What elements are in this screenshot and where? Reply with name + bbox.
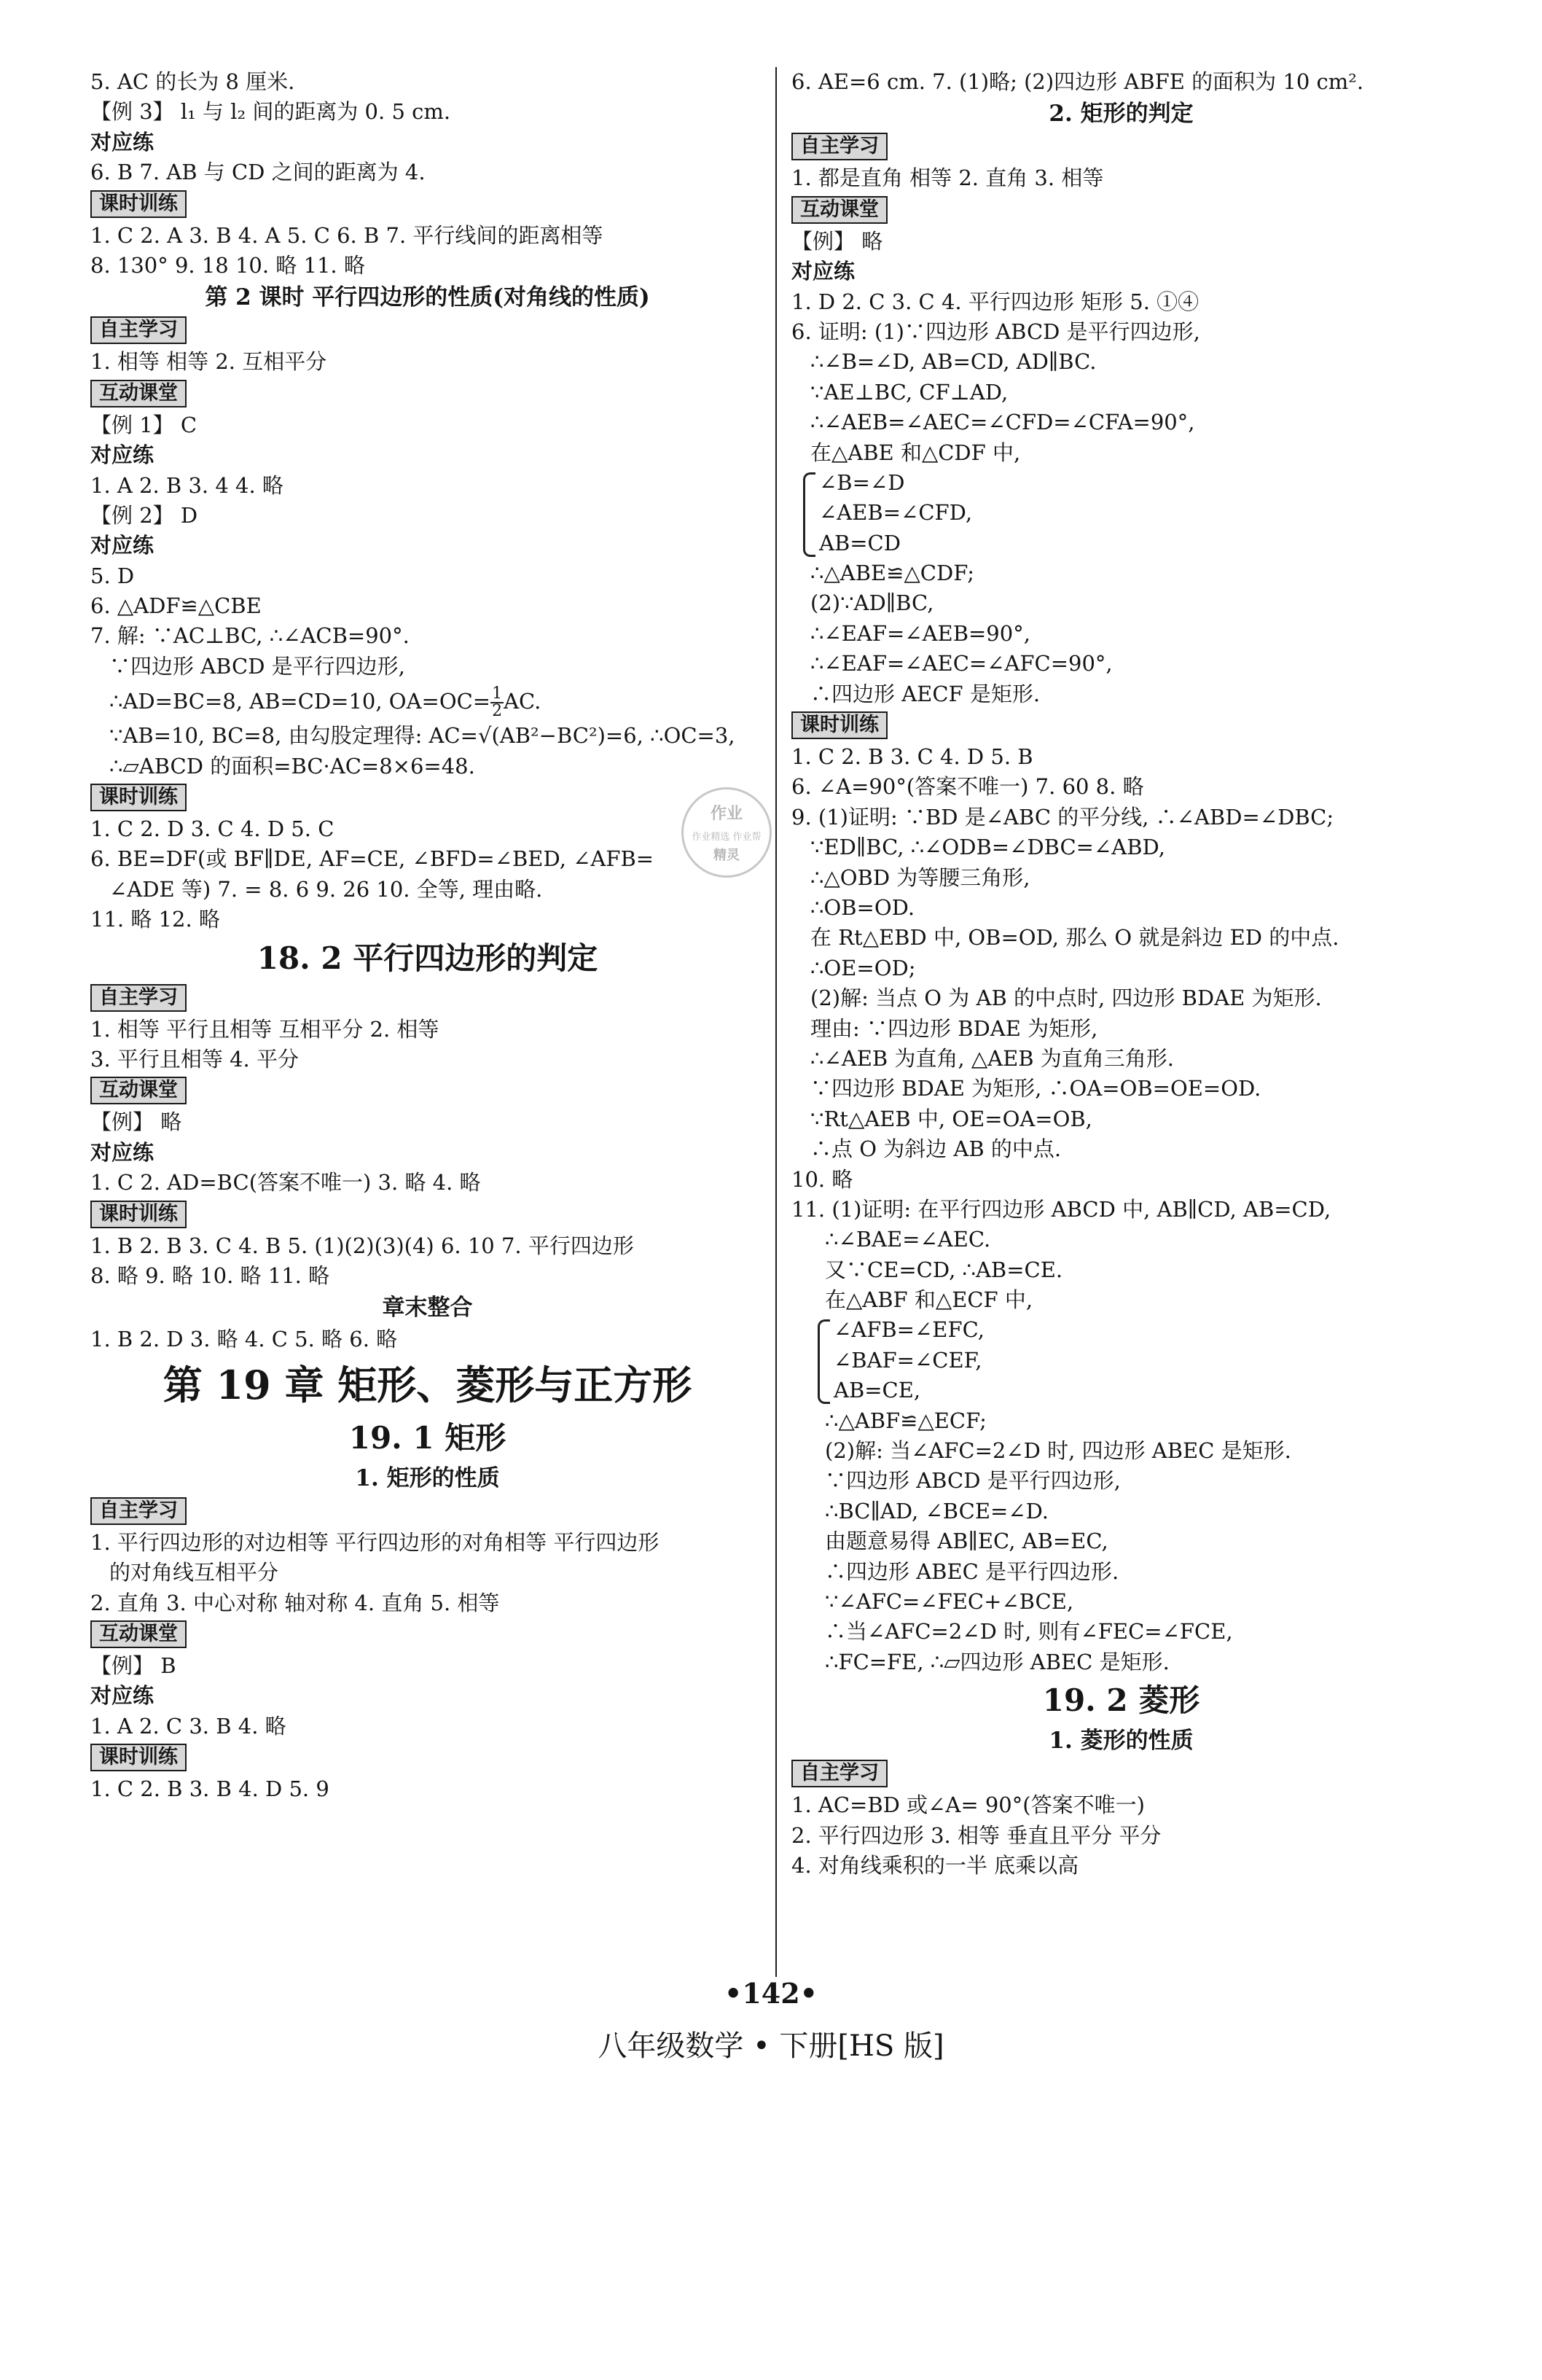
answer-line: ∴四边形 AECF 是矩形. [810,681,1041,706]
answer-line: 3. 平行且相等 4. 平分 [90,1046,299,1072]
answer-line: ∵四边形 BDAE 为矩形, ∴OA=OB=OE=OD. [810,1076,1261,1101]
section-tag [90,1741,764,1774]
answer-line: ∴FC=FE, ∴▱四边形 ABEC 是矩形. [825,1649,1170,1674]
answer-line: (2)解: 当∠AFC=2∠D 时, 四边形 ABEC 是矩形. [825,1438,1291,1464]
section-tag [791,1757,1451,1790]
section-tag-label: 互动课堂 [791,196,888,224]
section-tag-label: 自主学习 [90,1497,187,1525]
equation-system [806,1315,1451,1405]
section-tag-label: 课时训练 [90,1201,187,1228]
answer-line: ∴BC∥AD, ∠BCE=∠D. [825,1498,1049,1523]
lesson-heading: 1. 菱形的性质 [1049,1728,1194,1755]
answer-line: ∵AB=10, BC=8, 由勾股定理得: AC=√(AB²−BC²)=6, ∴OC=3, [109,723,735,749]
answer-line: 1. D 2. C 3. C 4. 平行四边形 矩形 5. ①④ [791,289,1199,314]
answer-line: 10. 略 [791,1166,853,1192]
section-tag-label: 课时训练 [90,1744,187,1771]
section-tag [90,982,764,1015]
answer-line: 1. C 2. B 3. C 4. D 5. B [791,744,1033,770]
answer-line: 6. B 7. AB 与 CD 之间的距离为 4. [90,160,426,185]
answer-line: 【例】 略 [90,1109,182,1135]
fraction: $\frac{1}{2}$ [492,684,503,721]
left-column [90,67,764,1804]
answer-line: 1. C 2. A 3. B 4. A 5. C 6. B 7. 平行线间的距离相等 [90,222,603,248]
section-tag [90,188,764,221]
section-tag-label: 自主学习 [90,984,187,1012]
answer-line: 在 Rt△EBD 中, OB=OD, 那么 O 就是斜边 ED 的中点. [810,925,1339,951]
answer-line: 11. 略 12. 略 [90,907,220,932]
equation-row: ∠AFB=∠EFC, [834,1317,985,1343]
watermark-stamp: 作业 作业精选 作业帮 精灵 [681,787,772,878]
answer-line: ∴OE=OD; [810,955,916,980]
section-tag [90,1074,764,1107]
answer-line: ∴四边形 ABEC 是平行四边形. [825,1558,1119,1584]
answer-line: 8. 130° 9. 18 10. 略 11. 略 [90,252,365,278]
section-tag-label: 自主学习 [90,316,187,344]
answer-line: 在△ABF 和△ECF 中, [825,1287,1033,1313]
page-footer: 八年级数学 • 下册[HS 版] [598,2029,944,2063]
section-tag [90,314,764,347]
answer-line: 1. A 2. C 3. B 4. 略 [90,1713,286,1739]
section-tag-label: 课时训练 [90,190,187,218]
column-divider [775,67,777,1977]
answer-line: 6. ∠A=90°(答案不唯一) 7. 60 8. 略 [791,774,1144,800]
answer-line: ∵Rt△AEB 中, OE=OA=OB, [810,1106,1092,1131]
answer-line: 5. AC 的长为 8 厘米. [90,69,295,94]
answer-line: ∴点 O 为斜边 AB 的中点. [810,1136,1062,1162]
section-tag-label: 互动课堂 [90,1077,187,1104]
section-tag [791,194,1451,227]
answer-line: ∴∠EAF=∠AEC=∠AFC=90°, [810,651,1113,676]
section-tag [791,709,1451,742]
answer-line: 6. 证明: (1)∵四边形 ABCD 是平行四边形, [791,319,1200,344]
answer-line: 理由: ∵四边形 BDAE 为矩形, [810,1015,1098,1041]
subheading: 对应练 [90,533,154,558]
answer-line: ∵AE⊥BC, CF⊥AD, [810,379,1009,405]
section-tag [90,1495,764,1528]
lesson-heading: 1. 矩形的性质 [355,1464,500,1491]
answer-line: 1. 平行四边形的对边相等 平行四边形的对角相等 平行四边形 [90,1529,660,1555]
answer-line: ∠ADE 等) 7. = 8. 6 9. 26 10. 全等, 理由略. [109,876,543,902]
answer-line: 6. △ADF≌△CBE [90,593,262,619]
answer-line: 【例 1】 C [90,412,197,437]
answer-line: 1. C 2. D 3. C 4. D 5. C [90,816,334,842]
answer-line: (2)解: 当点 O 为 AB 的中点时, 四边形 BDAE 为矩形. [810,986,1322,1011]
subheading: 对应练 [90,1139,154,1165]
answer-line: ∴∠AEB=∠AEC=∠CFD=∠CFA=90°, [810,410,1195,435]
answer-line: ∴当∠AFC=2∠D 时, 则有∠FEC=∠FCE, [825,1619,1233,1644]
right-column [791,67,1451,1881]
subheading: 对应练 [791,259,856,284]
answer-line: 1. 都是直角 相等 2. 直角 3. 相等 [791,165,1104,191]
lesson-heading: 第 2 课时 平行四边形的性质(对角线的性质) [205,284,650,311]
answer-line: 9. (1)证明: ∵BD 是∠ABC 的平分线, ∴∠ABD=∠DBC; [791,804,1334,830]
section-tag [90,378,764,410]
chapter-heading: 第 19 章 矩形、菱形与正方形 [163,1361,692,1408]
answer-line: ∵ED∥BC, ∴∠ODB=∠DBC=∠ABD, [810,835,1165,860]
answer-line: ∵四边形 ABCD 是平行四边形, [825,1468,1121,1494]
answer-line: 1. 相等 相等 2. 互相平分 [90,349,327,375]
answer-line: 由题意易得 AB∥EC, AB=EC, [825,1529,1108,1554]
answer-line: 1. AC=BD 或∠A= 90°(答案不唯一) [791,1792,1145,1818]
answer-line: ∴△ABF≌△ECF; [825,1408,987,1433]
equation-row: ∠BAF=∠CEF, [834,1347,982,1373]
answer-line: 又∵CE=CD, ∴AB=CE. [825,1257,1063,1282]
answer-line: ∴OB=OD. [810,894,915,920]
answer-line: 8. 略 9. 略 10. 略 11. 略 [90,1263,330,1288]
equation-row: ∠B=∠D [819,469,905,495]
equation-system [791,468,1451,558]
answer-line: 5. D [90,563,135,588]
answer-line: 11. (1)证明: 在平行四边形 ABCD 中, AB∥CD, AB=CD, [791,1196,1331,1222]
answer-line: ∴▱ABCD 的面积=BC·AC=8×6=48. [109,753,475,779]
answer-line: 1. C 2. AD=BC(答案不唯一) 3. 略 4. 略 [90,1170,481,1195]
answer-line: ∵∠AFC=∠FEC+∠BCE, [825,1588,1074,1614]
answer-line: 6. BE=DF(或 BF∥DE, AF=CE, ∠BFD=∠BED, ∠AFB= [90,846,654,872]
lesson-heading: 2. 矩形的判定 [1049,101,1194,128]
answer-line: 【例】 B [90,1653,176,1678]
section-tag [90,1198,764,1231]
section-tag [791,130,1451,163]
section-heading: 19. 1 矩形 [348,1419,506,1456]
section-tag-label: 课时训练 [791,711,888,739]
answer-line: ∴△OBD 为等腰三角形, [810,865,1030,890]
answer-line: 【例 2】 D [90,502,198,528]
answer-line: ∴∠B=∠D, AB=CD, AD∥BC. [810,349,1097,375]
section-heading: 18. 2 平行四边形的判定 [257,940,598,976]
answer-line: 1. 相等 平行且相等 互相平分 2. 相等 [90,1016,439,1042]
answer-line: 4. 对角线乘积的一半 底乘以高 [791,1852,1079,1878]
section-tag-label: 互动课堂 [90,380,187,407]
answer-line: 7. 解: ∵AC⊥BC, ∴∠ACB=90°. [90,623,410,649]
lesson-heading: 章末整合 [382,1295,473,1322]
answer-line: 2. 平行四边形 3. 相等 垂直且平分 平分 [791,1822,1162,1848]
answer-line: 2. 直角 3. 中心对称 轴对称 4. 直角 5. 相等 [90,1590,500,1615]
answer-line: 【例】 略 [791,228,883,254]
answer-line-fraction: ∴AD=BC=8, AB=CD=10, OA=OC= $\frac{1}{2}$ AC. [109,684,541,721]
equation-row: AB=CE, [834,1378,921,1403]
answer-line: 1. C 2. B 3. B 4. D 5. 9 [90,1776,329,1802]
answer-line: 1. B 2. D 3. 略 4. C 5. 略 6. 略 [90,1327,398,1352]
answer-line: 【例 3】 l₁ 与 l₂ 间的距离为 0. 5 cm. [90,99,451,125]
section-tag [90,1618,764,1651]
answer-line: 在△ABE 和△CDF 中, [810,440,1021,465]
answer-line: ∵四边形 ABCD 是平行四边形, [109,653,405,679]
answer-line: ∴∠AEB 为直角, △AEB 为直角三角形. [810,1045,1174,1071]
section-tag-label: 互动课堂 [90,1620,187,1648]
subheading: 对应练 [90,442,154,468]
answer-line: 1. A 2. B 3. 4 4. 略 [90,472,283,498]
equation-row: ∠AEB=∠CFD, [819,500,973,526]
equation-row: AB=CD [819,530,901,555]
subheading: 对应练 [90,1683,154,1709]
answer-line: ∴△ABE≌△CDF; [810,561,975,586]
answer-line: 的对角线互相平分 [109,1560,279,1585]
section-tag [90,781,764,814]
section-tag-label: 课时训练 [90,784,187,811]
section-heading: 19. 2 菱形 [1042,1682,1200,1719]
answer-line: ∴∠BAE=∠AEC. [825,1227,991,1252]
answer-line: 6. AE=6 cm. 7. (1)略; (2)四边形 ABFE 的面积为 10 cm². [791,69,1364,94]
section-tag-label: 自主学习 [791,133,888,160]
section-tag-label: 自主学习 [791,1760,888,1787]
answer-line: 1. B 2. B 3. C 4. B 5. (1)(2)(3)(4) 6. 10 7. 平行四边形 [90,1233,634,1258]
answer-line: ∴∠EAF=∠AEB=90°, [810,620,1030,646]
answer-line: (2)∵AD∥BC, [810,590,934,616]
page-number: •142• [724,1977,818,2010]
subheading: 对应练 [90,129,154,155]
